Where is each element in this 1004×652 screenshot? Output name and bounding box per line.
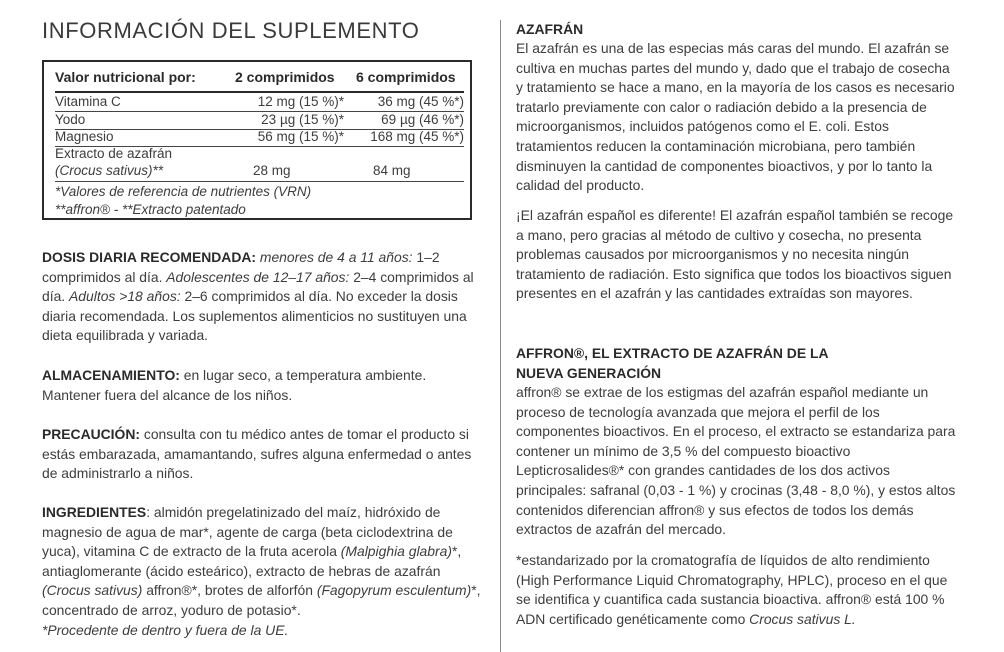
caution-paragraph <box>42 425 482 484</box>
ingredients-text: *, antiaglomerante (ácido esteárico), extracto de hebras de azafrán <box>42 543 462 579</box>
saffron-heading: AZAFRÁN <box>516 21 584 37</box>
storage-paragraph <box>42 366 482 405</box>
caution-label: PRECAUCIÓN: <box>42 426 141 442</box>
row-name: Yodo <box>55 112 86 127</box>
ingredients-text: *, concentrado de arroz, yoduro de potasio*. <box>42 582 481 618</box>
hplc-paragraph <box>516 551 956 629</box>
row-value-6: 168 mg (45 %*) <box>370 129 464 144</box>
header-6-tablets: 6 comprimidos <box>356 69 456 85</box>
column-divider <box>500 20 501 652</box>
footnote-vrn: *Valores de referencia de nutrientes (VRN) <box>55 184 312 199</box>
storage-label: ALMACENAMIENTO: <box>42 367 180 383</box>
dosage-children: menores de 4 a 11 años: <box>259 249 413 265</box>
row-value-2: 12 mg (15 %)* <box>257 94 344 109</box>
row-name: Extracto de azafrán <box>55 146 173 161</box>
affron-paragraph: affron® se extrae de los estigmas del azafrán español mediante un proceso de tecnología avanzada que mejora el perfil de los componentes bioactivos. En el proceso, el extracto se estandariza para contener un mínimo de 3,5 % del compuesto bioactivo Lepticrosalides®* con grandes cantidades de los dos activos principales: safranal (0,03 - 1 %) y crocinas (3,48 - 8,0 %), y estos altos contenidos diferencian affron® y sus efectos de todos los demás extractos de azafrán del mercado. <box>516 384 956 538</box>
hplc-text: *estandarizado por la cromatografía de líquidos de alto rendimiento (High Performance Liquid Chromatography, HPLC), proceso en el que se identifica y cuantifica cada sustancia bioactiva. affron® está 100 % ADN certificado genéticamente como <box>516 552 948 627</box>
row-value-6: 69 µg (46 %*) <box>381 112 464 127</box>
row-rule <box>55 181 464 182</box>
row-value-2: 56 mg (15 %)* <box>257 129 344 144</box>
dosage-text: 2–6 comprimidos al día. No exceder la dosis diaria recomendada. Los suplementos alimenticios no sustituyen una dieta equilibrada y variada. <box>42 288 467 344</box>
page-title: INFORMACIÓN DEL SUPLEMENTO <box>42 18 420 43</box>
dosage-paragraph <box>42 248 482 346</box>
row-latin-name: (Crocus sativus)** <box>55 163 164 178</box>
saffron-paragraph: El azafrán es una de las especias más caras del mundo. El azafrán se cultiva en muchas partes del mundo y, dado que el trabajo de cosecha y tratamiento se hace a mano, en la mayoría de los casos es necesario tratarlo previamente con calor o radiación debido a la presencia de microorganismos, incluidos patógenos como el E. coli. Estos tratamientos reducen la contaminación microbiana, pero también disminuyen la cantidad de componentes bioactivos, y por lo tanto la calidad del producto. <box>516 40 955 194</box>
dosage-text: 1–2 comprimidos al día. <box>42 249 440 285</box>
spanish-saffron-paragraph: ¡El azafrán español es diferente! El azafrán español también se recoge a mano, pero gracias al método de cultivo y cosecha, no presenta problemas causados por microorganismos y no necesita ningún tratamiento de radiación. Esto significa que todos los bioactivos siguen presentes en el azafrán y las cantidades extraídas son mayores. <box>516 207 954 302</box>
caution-text: consulta con tu médico antes de tomar el producto si estás embarazada, amamantando, sufres alguna enfermedad o antes de administrarlo a niños. <box>42 426 472 482</box>
dosage-label: DOSIS DIARIA RECOMENDADA: <box>42 249 257 265</box>
ingredients-latin: (Malpighia glabra) <box>340 543 452 560</box>
dosage-adults: Adultos >18 años: <box>69 288 181 305</box>
affron-heading: AFFRON®, EL EXTRACTO DE AZAFRÁN DE LA NUEVA GENERACIÓN <box>516 345 828 381</box>
header-2-tablets: 2 comprimidos <box>235 69 335 85</box>
ingredients-latin: (Fagopyrum esculentum) <box>316 582 472 599</box>
header-rule <box>55 91 464 93</box>
storage-text: en lugar seco, a temperatura ambiente. Mantener fuera del alcance de los niños. <box>42 367 427 403</box>
header-label: Valor nutricional por: <box>55 69 196 85</box>
ingredients-latin: (Crocus sativus) <box>42 582 143 599</box>
ingredients-origin-note: *Procedente de dentro y fuera de la UE. <box>42 621 289 638</box>
ingredients-label: INGREDIENTES <box>42 504 147 520</box>
ingredients-text: : almidón pregelatinizado del maíz, hidróxido de magnesio de agua de mar*, agente de carga (beta ciclodextrina de yuca), vitamina C de extracto de la fruta acerola <box>42 504 453 560</box>
row-name: Vitamina C <box>55 94 121 109</box>
ingredients-paragraph <box>42 503 482 640</box>
footnote-affron: **affron® - **Extracto patentado <box>55 202 246 217</box>
row-name: Magnesio <box>55 129 114 144</box>
dosage-text: 2–4 comprimidos al día. <box>42 268 474 305</box>
row-value-2: 23 µg (15 %)* <box>261 112 344 127</box>
row-value-6: 36 mg (45 %*) <box>377 94 464 109</box>
nutrition-table <box>42 60 472 220</box>
dosage-teens: Adolescentes de 12–17 años: <box>166 268 350 285</box>
row-value-6: 84 mg <box>373 163 411 178</box>
hplc-latin: Crocus sativus L. <box>749 610 856 627</box>
row-value-2: 28 mg <box>253 163 291 178</box>
ingredients-text: affron®*, brotes de alforfón <box>142 582 317 599</box>
